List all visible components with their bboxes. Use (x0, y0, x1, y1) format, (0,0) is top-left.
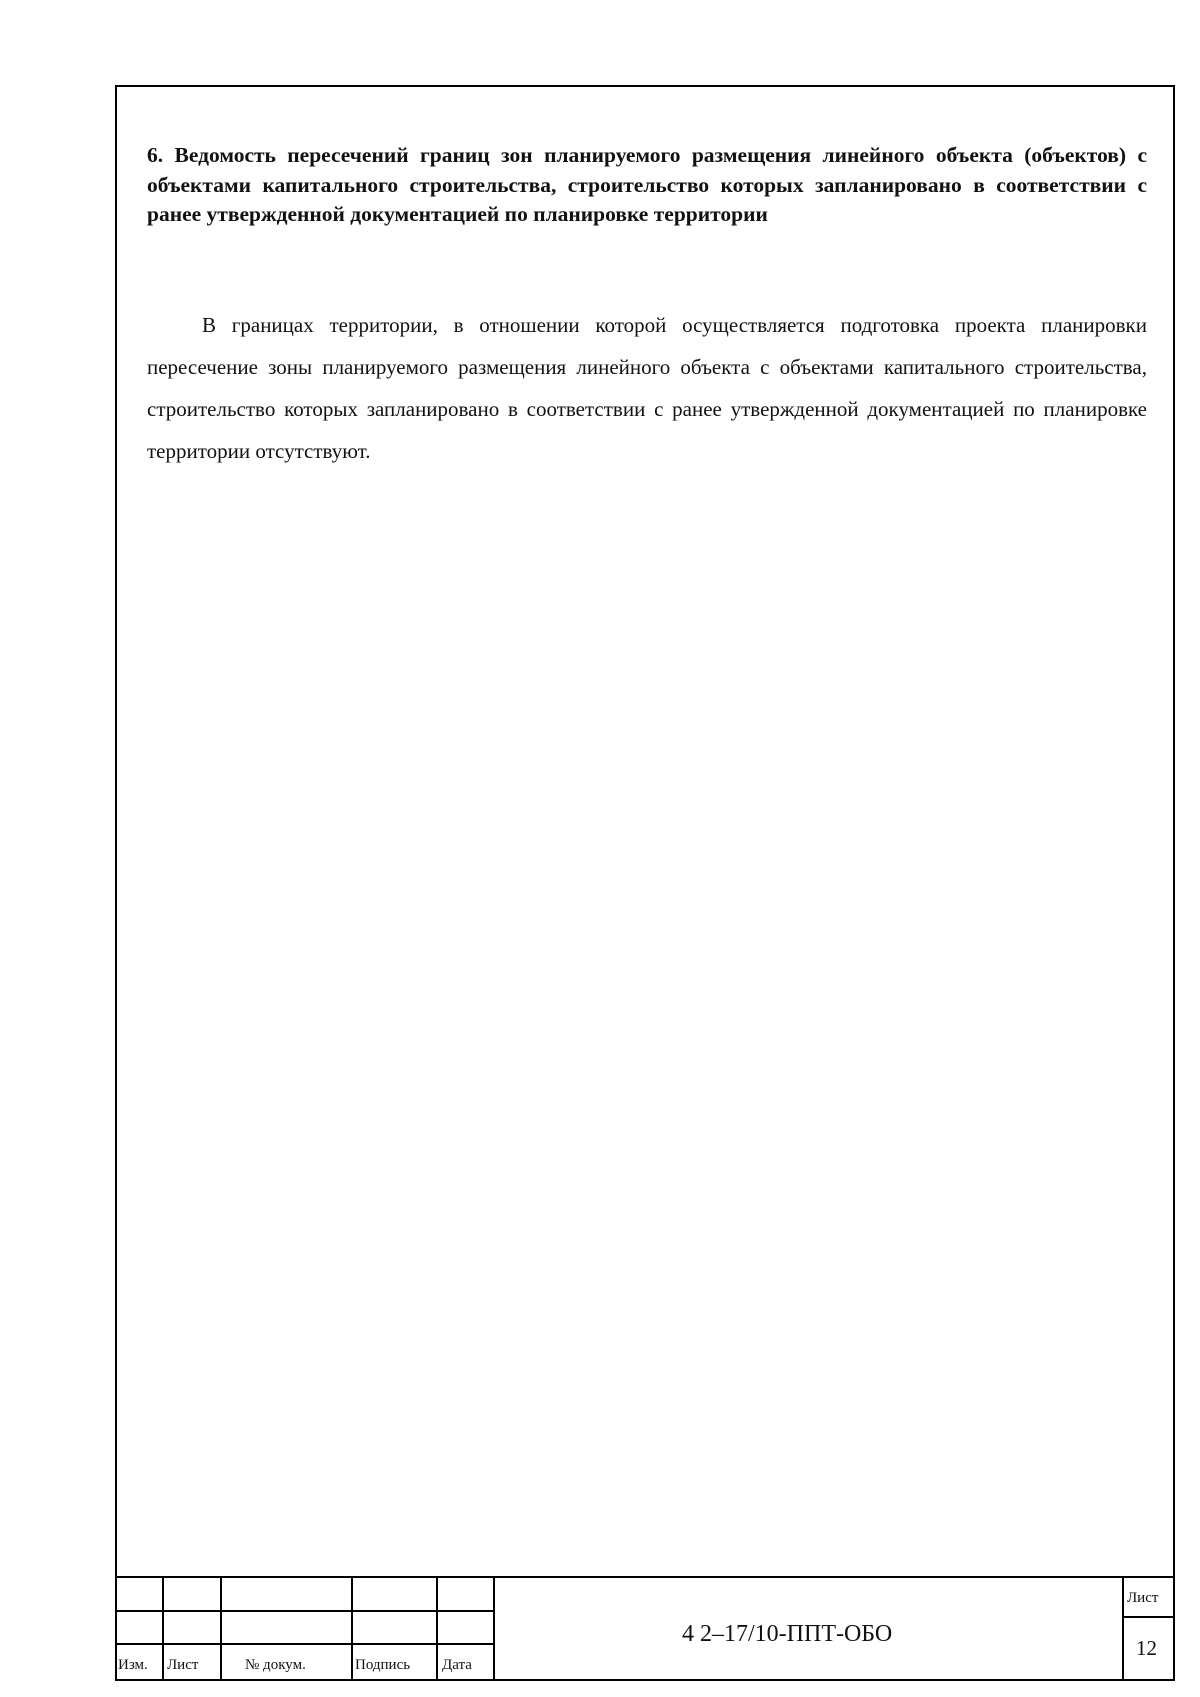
sheet-label: Лист (1127, 1590, 1159, 1606)
col-date-label: Дата (442, 1657, 472, 1673)
col-izm-label: Изм. (118, 1657, 148, 1673)
title-block-row-line-2 (115, 1643, 495, 1645)
title-block-col-line-1 (162, 1576, 164, 1681)
title-block-col-line-5 (493, 1576, 495, 1681)
col-sign-label: Подпись (355, 1657, 411, 1673)
title-block-sheet-divider (1122, 1616, 1175, 1618)
sheet-number: 12 (1136, 1636, 1157, 1660)
title-block-top-line (115, 1576, 1175, 1578)
title-block-col-line-2 (220, 1576, 222, 1681)
title-block-col-line-6 (1122, 1576, 1124, 1681)
title-block-col-line-3 (351, 1576, 353, 1681)
document-code: 4 2–17/10-ППТ-ОБО (682, 1621, 893, 1647)
title-block-col-line-4 (436, 1576, 438, 1681)
col-doc-label: № докум. (245, 1657, 306, 1673)
section-heading: 6. Ведомость пересечений границ зон планируемого размещения линейного объекта (объектов) с объектами капитального строительства, строительство которых запланировано в соответствии с ранее утвержденной документацией по планировке территории (147, 143, 1147, 226)
title-block-row-line-1 (115, 1610, 495, 1612)
title-block (115, 1576, 1175, 1681)
col-list-label: Лист (167, 1657, 199, 1673)
section-paragraph: В границах территории, в отношении которой осуществляется подготовка проекта планировки пересечение зоны планируемого размещения линейного объекта с объектами капитального строительства, строительство которых запланировано в соответствии с ранее утвержденной документацией по планировке территории отсутствуют. (147, 313, 1147, 463)
